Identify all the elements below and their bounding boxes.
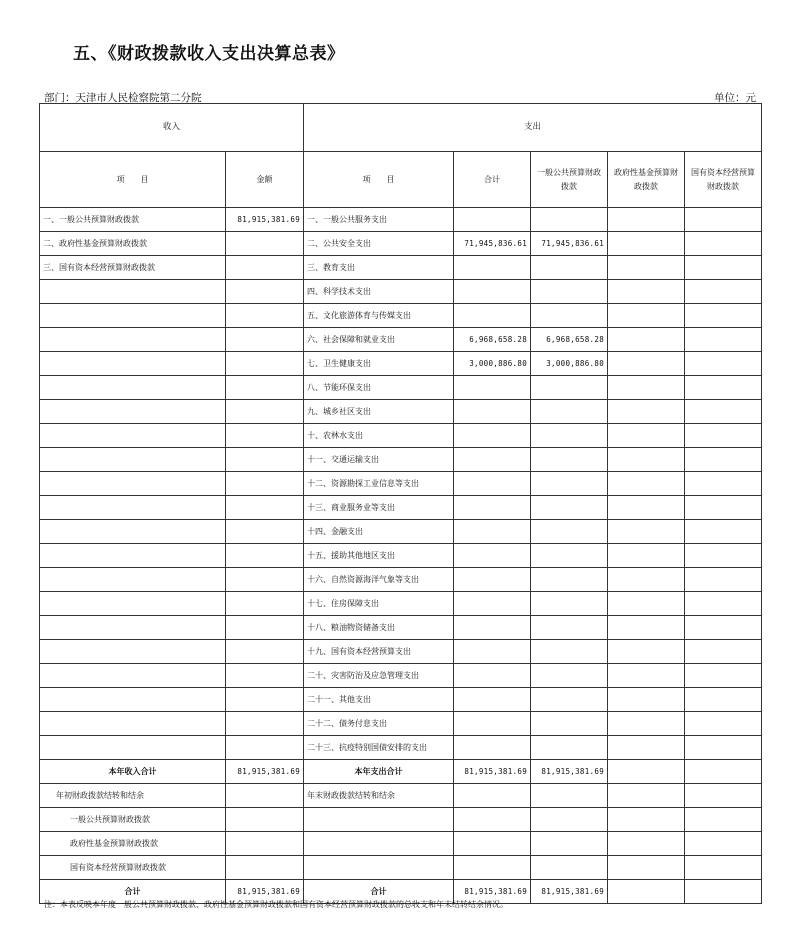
state-capital-cell — [685, 232, 762, 256]
carryover-expense-item — [304, 856, 454, 880]
income-amount-cell — [226, 424, 304, 448]
gov-fund-cell — [608, 328, 685, 352]
income-item-cell — [40, 424, 226, 448]
expense-item-cell: 十二、资源勘探工业信息等支出 — [304, 472, 454, 496]
total-cell — [454, 448, 531, 472]
expense-header: 支出 — [304, 104, 762, 152]
total-cell — [454, 208, 531, 232]
carryover-value-cell — [685, 784, 762, 808]
expense-total-cell: 81,915,381.69 — [454, 880, 531, 904]
table-row — [40, 400, 762, 424]
header-row-columns — [40, 152, 762, 208]
state-capital-cell — [685, 520, 762, 544]
footnote: 注：本表反映本年度一般公共预算财政拨款、政府性基金预算财政拨款和国有资本经营预算财政拨款的总收支和年末结转结余情况。 — [44, 900, 508, 909]
general-budget-cell — [531, 448, 608, 472]
income-total-amount: 81,915,381.69 — [226, 760, 304, 784]
income-item-cell — [40, 712, 226, 736]
carryover-value-cell — [454, 832, 531, 856]
income-amount-cell — [226, 496, 304, 520]
income-item-cell — [40, 520, 226, 544]
expense-item-cell: 一、一般公共服务支出 — [304, 208, 454, 232]
income-amount-cell: 81,915,381.69 — [226, 208, 304, 232]
income-item-cell — [40, 640, 226, 664]
general-budget-cell — [531, 280, 608, 304]
carryover-value-cell — [685, 856, 762, 880]
general-budget-cell: 71,945,836.61 — [531, 232, 608, 256]
carryover-row — [40, 856, 762, 880]
income-amount-cell — [226, 256, 304, 280]
gov-fund-total-cell — [608, 880, 685, 904]
subtotal-row — [40, 760, 762, 784]
income-amount-cell — [226, 304, 304, 328]
table-row — [40, 592, 762, 616]
expense-item-cell: 六、社会保障和就业支出 — [304, 328, 454, 352]
total-cell — [454, 304, 531, 328]
general-budget-cell — [531, 664, 608, 688]
general-budget-cell — [531, 496, 608, 520]
income-amount-cell — [226, 568, 304, 592]
state-capital-cell — [685, 208, 762, 232]
income-amount-cell — [226, 616, 304, 640]
table-row — [40, 352, 762, 376]
income-item-cell — [40, 568, 226, 592]
state-capital-cell — [685, 544, 762, 568]
income-amount-cell — [226, 640, 304, 664]
state-capital-total-cell — [685, 760, 762, 784]
carryover-value-cell — [531, 832, 608, 856]
carryover-value-cell — [531, 808, 608, 832]
carryover-row — [40, 832, 762, 856]
carryover-income-item: 一般公共预算财政拨款 — [40, 808, 226, 832]
income-item-cell — [40, 664, 226, 688]
gov-fund-cell — [608, 688, 685, 712]
gov-fund-cell — [608, 472, 685, 496]
table-row — [40, 664, 762, 688]
income-amount-cell — [226, 472, 304, 496]
carryover-expense-item — [304, 832, 454, 856]
gov-fund-cell — [608, 568, 685, 592]
general-budget-cell — [531, 472, 608, 496]
income-amount-cell — [226, 664, 304, 688]
gov-fund-cell — [608, 376, 685, 400]
income-total-label: 合计 — [40, 880, 226, 904]
gov-fund-cell — [608, 232, 685, 256]
general-budget-cell — [531, 688, 608, 712]
general-budget-cell: 3,000,886.80 — [531, 352, 608, 376]
state-capital-cell — [685, 688, 762, 712]
general-budget-cell — [531, 376, 608, 400]
state-capital-header: 国有资本经营预算财政拨款 — [685, 152, 762, 208]
table-row — [40, 448, 762, 472]
state-capital-cell — [685, 616, 762, 640]
income-item-cell: 三、国有资本经营预算财政拨款 — [40, 256, 226, 280]
carryover-income-amount — [226, 808, 304, 832]
gov-fund-cell — [608, 640, 685, 664]
gov-fund-cell — [608, 208, 685, 232]
expense-item-cell: 十四、金融支出 — [304, 520, 454, 544]
carryover-row — [40, 784, 762, 808]
income-item-cell — [40, 448, 226, 472]
gov-fund-cell — [608, 256, 685, 280]
gov-fund-cell — [608, 448, 685, 472]
carryover-expense-item: 年末财政拨款结转和结余 — [304, 784, 454, 808]
expense-item-cell: 四、科学技术支出 — [304, 280, 454, 304]
gov-fund-cell — [608, 592, 685, 616]
total-header: 合计 — [454, 152, 531, 208]
total-cell — [454, 568, 531, 592]
carryover-value-cell — [454, 808, 531, 832]
total-cell — [454, 664, 531, 688]
expense-item-cell: 十、农林水支出 — [304, 424, 454, 448]
header-row-group — [40, 104, 762, 152]
income-item-cell — [40, 544, 226, 568]
expense-item-cell: 二十三、抗疫特别国债安排的支出 — [304, 736, 454, 760]
expense-item-cell: 八、节能环保支出 — [304, 376, 454, 400]
total-cell — [454, 592, 531, 616]
general-budget-cell — [531, 304, 608, 328]
state-capital-cell — [685, 376, 762, 400]
table-row — [40, 280, 762, 304]
total-cell: 71,945,836.61 — [454, 232, 531, 256]
expense-item-cell: 十一、交通运输支出 — [304, 448, 454, 472]
income-item-cell — [40, 736, 226, 760]
income-item-cell — [40, 472, 226, 496]
total-cell — [454, 736, 531, 760]
expense-item-cell: 九、城乡社区支出 — [304, 400, 454, 424]
total-cell: 3,000,886.80 — [454, 352, 531, 376]
carryover-value-cell — [608, 808, 685, 832]
income-item-cell — [40, 304, 226, 328]
state-capital-cell — [685, 352, 762, 376]
state-capital-cell — [685, 424, 762, 448]
total-cell — [454, 688, 531, 712]
income-item-cell — [40, 328, 226, 352]
state-capital-cell — [685, 568, 762, 592]
income-item-cell — [40, 280, 226, 304]
total-cell — [454, 616, 531, 640]
expense-item-cell: 十五、援助其他地区支出 — [304, 544, 454, 568]
gov-fund-cell — [608, 616, 685, 640]
state-capital-cell — [685, 640, 762, 664]
page-title: 五、《财政拨款收入支出决算总表》 — [73, 44, 345, 64]
general-budget-cell — [531, 544, 608, 568]
gov-fund-header: 政府性基金预算财政拨款 — [608, 152, 685, 208]
gov-fund-cell — [608, 280, 685, 304]
carryover-value-cell — [531, 784, 608, 808]
general-budget-cell — [531, 256, 608, 280]
expense-total-label: 合计 — [304, 880, 454, 904]
expense-item-cell: 五、文化旅游体育与传媒支出 — [304, 304, 454, 328]
income-amount-cell — [226, 352, 304, 376]
income-item-cell: 二、政府性基金预算财政拨款 — [40, 232, 226, 256]
general-budget-cell — [531, 616, 608, 640]
state-capital-cell — [685, 400, 762, 424]
expense-item-cell: 十七、住房保障支出 — [304, 592, 454, 616]
state-capital-cell — [685, 328, 762, 352]
total-cell — [454, 520, 531, 544]
income-amount-cell — [226, 448, 304, 472]
expense-total-label: 本年支出合计 — [304, 760, 454, 784]
table-row — [40, 496, 762, 520]
table-row — [40, 256, 762, 280]
gov-fund-cell — [608, 736, 685, 760]
expense-item-cell: 十六、自然资源海洋气象等支出 — [304, 568, 454, 592]
table-row — [40, 544, 762, 568]
table-row — [40, 208, 762, 232]
gov-fund-cell — [608, 520, 685, 544]
income-amount-cell — [226, 328, 304, 352]
income-amount-cell — [226, 376, 304, 400]
expense-item-cell: 七、卫生健康支出 — [304, 352, 454, 376]
carryover-income-amount — [226, 832, 304, 856]
income-amount-cell — [226, 592, 304, 616]
carryover-income-item: 政府性基金预算财政拨款 — [40, 832, 226, 856]
total-cell — [454, 640, 531, 664]
table-row — [40, 568, 762, 592]
department-label: 部门：天津市人民检察院第二分院 — [44, 92, 202, 104]
state-capital-cell — [685, 712, 762, 736]
table-row — [40, 328, 762, 352]
state-capital-cell — [685, 592, 762, 616]
income-item-cell — [40, 352, 226, 376]
state-capital-cell — [685, 280, 762, 304]
state-capital-cell — [685, 664, 762, 688]
carryover-value-cell — [531, 856, 608, 880]
state-capital-cell — [685, 736, 762, 760]
income-amount-cell — [226, 232, 304, 256]
general-budget-cell — [531, 736, 608, 760]
general-budget-total-cell: 81,915,381.69 — [531, 760, 608, 784]
gov-fund-cell — [608, 424, 685, 448]
income-header: 收入 — [40, 104, 304, 152]
total-cell — [454, 280, 531, 304]
income-item-cell — [40, 592, 226, 616]
carryover-value-cell — [608, 832, 685, 856]
table-row — [40, 616, 762, 640]
state-capital-total-cell — [685, 880, 762, 904]
carryover-income-item: 国有资本经营预算财政拨款 — [40, 856, 226, 880]
expense-item-cell: 二十二、债务付息支出 — [304, 712, 454, 736]
carryover-expense-item — [304, 808, 454, 832]
total-cell — [454, 400, 531, 424]
expense-item-cell: 三、教育支出 — [304, 256, 454, 280]
carryover-value-cell — [454, 784, 531, 808]
income-amount-cell — [226, 400, 304, 424]
income-total-label: 本年收入合计 — [40, 760, 226, 784]
state-capital-cell — [685, 304, 762, 328]
general-budget-cell — [531, 400, 608, 424]
gov-fund-total-cell — [608, 760, 685, 784]
carryover-value-cell — [685, 832, 762, 856]
total-cell — [454, 256, 531, 280]
table-row — [40, 736, 762, 760]
table-row — [40, 712, 762, 736]
gov-fund-cell — [608, 352, 685, 376]
income-item-cell — [40, 616, 226, 640]
income-amount-header: 金额 — [226, 152, 304, 208]
income-amount-cell — [226, 544, 304, 568]
income-amount-cell — [226, 280, 304, 304]
state-capital-cell — [685, 256, 762, 280]
budget-summary-table — [39, 103, 762, 904]
general-budget-cell — [531, 520, 608, 544]
expense-item-cell: 二十一、其他支出 — [304, 688, 454, 712]
expense-item-cell: 十八、粮油物资储备支出 — [304, 616, 454, 640]
expense-total-cell: 81,915,381.69 — [454, 760, 531, 784]
income-amount-cell — [226, 712, 304, 736]
table-row — [40, 472, 762, 496]
gov-fund-cell — [608, 496, 685, 520]
expense-item-cell: 十九、国有资本经营预算支出 — [304, 640, 454, 664]
gov-fund-cell — [608, 664, 685, 688]
gov-fund-cell — [608, 712, 685, 736]
gov-fund-cell — [608, 544, 685, 568]
general-budget-cell — [531, 592, 608, 616]
carryover-income-item: 年初财政拨款结转和结余 — [40, 784, 226, 808]
total-cell: 6,968,658.28 — [454, 328, 531, 352]
gov-fund-cell — [608, 400, 685, 424]
table-row — [40, 376, 762, 400]
general-budget-cell — [531, 640, 608, 664]
total-cell — [454, 712, 531, 736]
expense-item-cell: 十三、商业服务业等支出 — [304, 496, 454, 520]
gov-fund-cell — [608, 304, 685, 328]
income-item-cell: 一、一般公共预算财政拨款 — [40, 208, 226, 232]
general-budget-cell — [531, 712, 608, 736]
table-row — [40, 520, 762, 544]
total-cell — [454, 544, 531, 568]
income-item-cell — [40, 688, 226, 712]
income-item-cell — [40, 496, 226, 520]
carryover-value-cell — [454, 856, 531, 880]
expense-item-cell: 二十、灾害防治及应急管理支出 — [304, 664, 454, 688]
income-amount-cell — [226, 688, 304, 712]
income-total-amount: 81,915,381.69 — [226, 880, 304, 904]
general-budget-header: 一般公共预算财政拨款 — [531, 152, 608, 208]
general-budget-cell — [531, 208, 608, 232]
general-budget-cell — [531, 568, 608, 592]
carryover-value-cell — [608, 784, 685, 808]
total-cell — [454, 424, 531, 448]
state-capital-cell — [685, 496, 762, 520]
income-item-header: 项 目 — [40, 152, 226, 208]
table-row — [40, 232, 762, 256]
income-amount-cell — [226, 736, 304, 760]
carryover-value-cell — [685, 808, 762, 832]
general-budget-total-cell: 81,915,381.69 — [531, 880, 608, 904]
general-budget-cell — [531, 424, 608, 448]
income-amount-cell — [226, 520, 304, 544]
carryover-income-amount — [226, 856, 304, 880]
carryover-value-cell — [608, 856, 685, 880]
income-item-cell — [40, 400, 226, 424]
state-capital-cell — [685, 448, 762, 472]
carryover-row — [40, 808, 762, 832]
total-cell — [454, 376, 531, 400]
expense-item-header: 项 目 — [304, 152, 454, 208]
state-capital-cell — [685, 472, 762, 496]
total-cell — [454, 472, 531, 496]
carryover-income-amount — [226, 784, 304, 808]
expense-item-cell: 二、公共安全支出 — [304, 232, 454, 256]
table-row — [40, 304, 762, 328]
table-row — [40, 640, 762, 664]
unit-label: 单位：元 — [714, 92, 756, 104]
table-row — [40, 688, 762, 712]
total-cell — [454, 496, 531, 520]
income-item-cell — [40, 376, 226, 400]
table-row — [40, 424, 762, 448]
general-budget-cell: 6,968,658.28 — [531, 328, 608, 352]
